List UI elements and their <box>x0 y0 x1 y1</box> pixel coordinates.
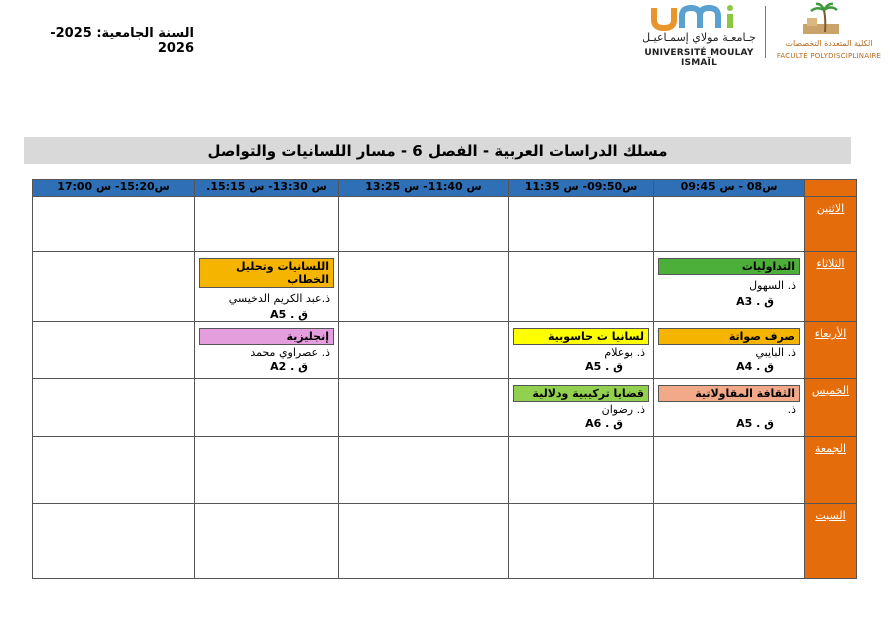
day-label[interactable]: السبت <box>815 509 846 522</box>
schedule-cell <box>33 197 195 252</box>
day-label[interactable]: الأربعاء <box>814 327 847 340</box>
day-row-thursday <box>33 379 857 437</box>
day-cell-friday <box>805 437 857 504</box>
course-name: قضايا تركيبية ودلالية <box>513 385 649 402</box>
schedule-cell <box>654 197 805 252</box>
university-name-fr: UNIVERSITÉ MOULAY ISMAÏL <box>644 48 754 68</box>
faculty-logo <box>773 2 885 64</box>
schedule-cell <box>654 322 805 379</box>
room-number: ق . A6 <box>585 417 623 430</box>
schedule-cell <box>33 252 195 322</box>
time-slot-header: س 13:30- س 15:15. <box>195 180 339 197</box>
teacher-name: ذ. البايبي <box>755 346 796 359</box>
schedule-cell <box>339 437 509 504</box>
teacher-name: ذ.عبد الكريم الدخيسي <box>228 292 330 305</box>
course-name: لسانيا ت حاسوبية <box>513 328 649 345</box>
schedule-cell <box>195 197 339 252</box>
schedule-cell <box>195 252 339 322</box>
header-corner <box>805 180 857 197</box>
schedule-cell <box>339 504 509 579</box>
day-row-monday <box>33 197 857 252</box>
day-cell-wednesday <box>805 322 857 379</box>
day-row-wednesday <box>33 322 857 379</box>
schedule-cell <box>654 252 805 322</box>
schedule-cell <box>509 252 654 322</box>
room-number: ق . A5 <box>270 308 308 321</box>
course-name: الثقافة المقاولاتية <box>658 385 800 402</box>
schedule-cell <box>195 437 339 504</box>
schedule-cell <box>654 504 805 579</box>
logo-divider <box>765 6 766 58</box>
schedule-cell <box>339 197 509 252</box>
day-row-tuesday <box>33 252 857 322</box>
time-slot-header: س 11:40- س 13:25 <box>339 180 509 197</box>
teacher-name: ذ. السهول <box>749 279 796 292</box>
title-bar <box>24 137 851 164</box>
schedule-cell <box>339 322 509 379</box>
schedule-cell <box>654 437 805 504</box>
schedule-cell <box>33 437 195 504</box>
university-name-ar: جـامعـة مولاي إسمـاعيـل <box>642 31 756 44</box>
day-label[interactable]: الاثنين <box>816 202 845 215</box>
schedule-cell <box>195 322 339 379</box>
university-logo <box>636 4 762 68</box>
time-slot-header: س15:20- س 17:00 <box>33 180 195 197</box>
course-name: صرف صواتة <box>658 328 800 345</box>
time-slot-header: س09:50- س 11:35 <box>509 180 654 197</box>
schedule-cell <box>509 504 654 579</box>
schedule-cell <box>509 437 654 504</box>
day-label[interactable]: الخميس <box>811 384 850 397</box>
day-cell-monday <box>805 197 857 252</box>
day-cell-saturday <box>805 504 857 579</box>
schedule-cell <box>509 197 654 252</box>
teacher-name: ذ. عصراوي محمد <box>250 346 330 359</box>
time-slot-header: س08 - س 09:45 <box>654 180 805 197</box>
day-label[interactable]: الثلاثاء <box>816 257 845 270</box>
room-number: ق . A5 <box>736 417 774 430</box>
schedule-cell <box>195 504 339 579</box>
room-number: ق . A3 <box>736 295 774 308</box>
page-title: مسلك الدراسات العربية - الفصل 6 - مسار اللسانيات والتواصل <box>207 142 668 160</box>
day-cell-tuesday <box>805 252 857 322</box>
schedule-cell <box>33 379 195 437</box>
schedule-cell <box>509 322 654 379</box>
course-name: إنجليزية <box>199 328 334 345</box>
faculty-name-fr: FACULTÉ POLYDISCIPLINAIRE <box>776 52 882 60</box>
room-number: ق . A5 <box>585 360 623 373</box>
palm-tree-icon <box>799 2 843 36</box>
schedule-cell <box>339 252 509 322</box>
schedule-cell <box>33 504 195 579</box>
teacher-name: ذ. <box>787 403 796 416</box>
schedule-cell <box>33 322 195 379</box>
academic-year: السنة الجامعية: 2025-2026 <box>50 26 194 56</box>
faculty-name-ar: الكلية المتعددة التخصصات <box>785 39 873 48</box>
timetable <box>32 179 857 579</box>
teacher-name: ذ. بوعلام <box>604 346 645 359</box>
course-name: اللسانيات وتحليل الخطاب <box>199 258 334 288</box>
teacher-name: ذ. رضوان <box>601 403 645 416</box>
room-number: ق . A2 <box>270 360 308 373</box>
day-label[interactable]: الجمعة <box>814 442 847 455</box>
room-number: ق . A4 <box>736 360 774 373</box>
schedule-cell <box>339 379 509 437</box>
day-cell-thursday <box>805 379 857 437</box>
schedule-cell <box>654 379 805 437</box>
timetable-header-row <box>33 180 857 197</box>
umi-logo-mark-icon <box>650 4 748 32</box>
schedule-cell <box>195 379 339 437</box>
course-name: التداوليات <box>658 258 800 275</box>
day-row-saturday <box>33 504 857 579</box>
day-row-friday <box>33 437 857 504</box>
schedule-cell <box>509 379 654 437</box>
